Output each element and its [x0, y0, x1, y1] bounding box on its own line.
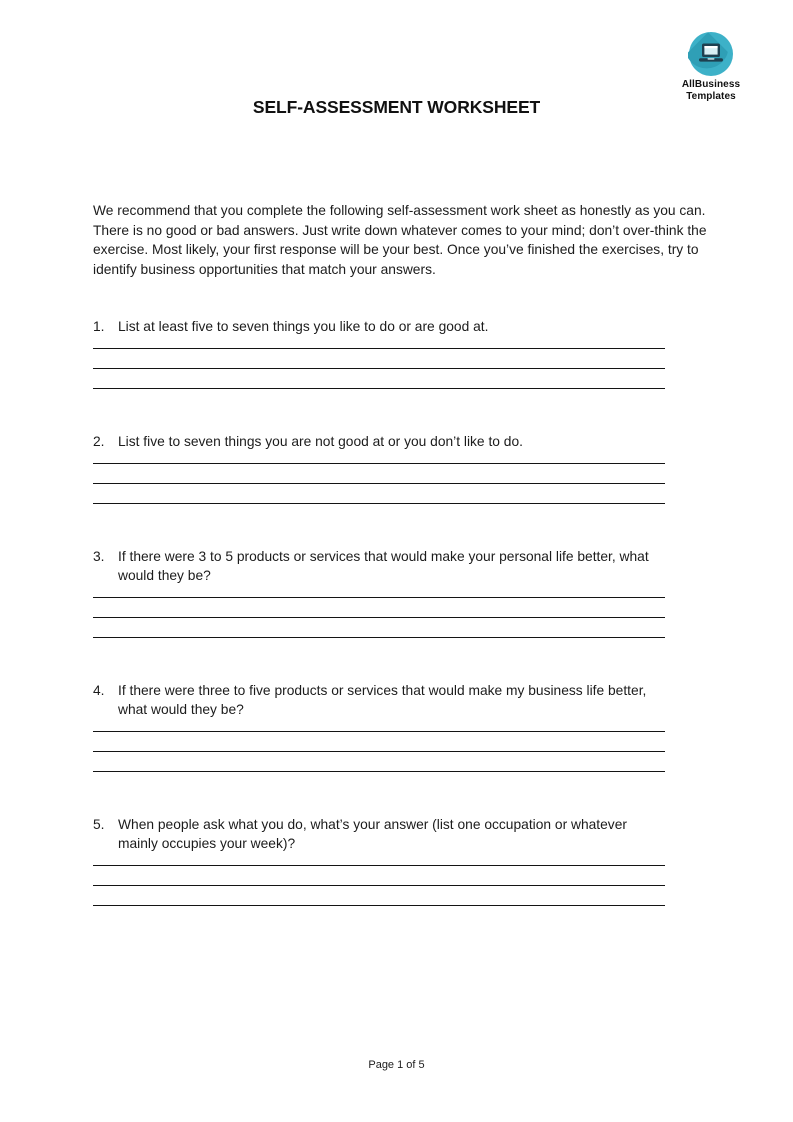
question-text: List five to seven things you are not good at or you don’t like to do.	[118, 434, 523, 449]
question-number: 1.	[93, 319, 105, 334]
answer-line	[93, 866, 665, 886]
question-item	[93, 815, 665, 906]
answer-lines	[93, 719, 665, 772]
answer-line	[93, 853, 665, 866]
logo-text-line1: AllBusiness	[681, 79, 741, 90]
page-title: SELF-ASSESSMENT WORKSHEET	[252, 97, 541, 117]
answer-line	[93, 719, 665, 732]
answer-line	[93, 369, 665, 389]
answer-lines	[93, 451, 665, 504]
question-text: When people ask what you do, what’s your answer (list one occupation or whatever mainly occupies your week)?	[118, 817, 627, 851]
question-text: If there were three to five products or services that would make my business life better, what would they be?	[118, 683, 647, 717]
brand-logo	[672, 31, 750, 102]
logo-text-line2: Templates	[686, 90, 736, 102]
question-text: If there were 3 to 5 products or services that would make your personal life better, what would they be?	[118, 549, 649, 583]
laptop-logo-icon	[688, 31, 734, 77]
question-number: 4.	[93, 683, 105, 698]
question-item	[93, 432, 665, 504]
answer-line	[93, 618, 665, 638]
answer-line	[93, 732, 665, 752]
answer-line	[93, 336, 665, 349]
answer-line	[93, 752, 665, 772]
answer-lines	[93, 853, 665, 906]
question-number: 5.	[93, 817, 105, 832]
question-number: 2.	[93, 434, 105, 449]
answer-line	[93, 464, 665, 484]
question-item	[93, 681, 665, 772]
intro-paragraph: We recommend that you complete the following self-assessment work sheet as honestly as you can. There is no good or bad answers. Just write down whatever comes to your mind; don’t over-think the exercise. Most likely, your first response will be your best. Once you’ve finished the exercises, try to identify business opportunities that match your answers.	[93, 203, 707, 277]
answer-lines	[93, 585, 665, 638]
question-item	[93, 317, 665, 389]
question-text: List at least five to seven things you like to do or are good at.	[118, 319, 489, 334]
question-number: 3.	[93, 549, 105, 564]
answer-line	[93, 484, 665, 504]
answer-line	[93, 451, 665, 464]
question-item	[93, 547, 665, 638]
page-number: Page 1 of 5	[368, 1059, 425, 1071]
answer-line	[93, 598, 665, 618]
answer-line	[93, 349, 665, 369]
questions-list	[93, 317, 665, 906]
answer-line	[93, 886, 665, 906]
answer-lines	[93, 336, 665, 389]
answer-line	[93, 585, 665, 598]
